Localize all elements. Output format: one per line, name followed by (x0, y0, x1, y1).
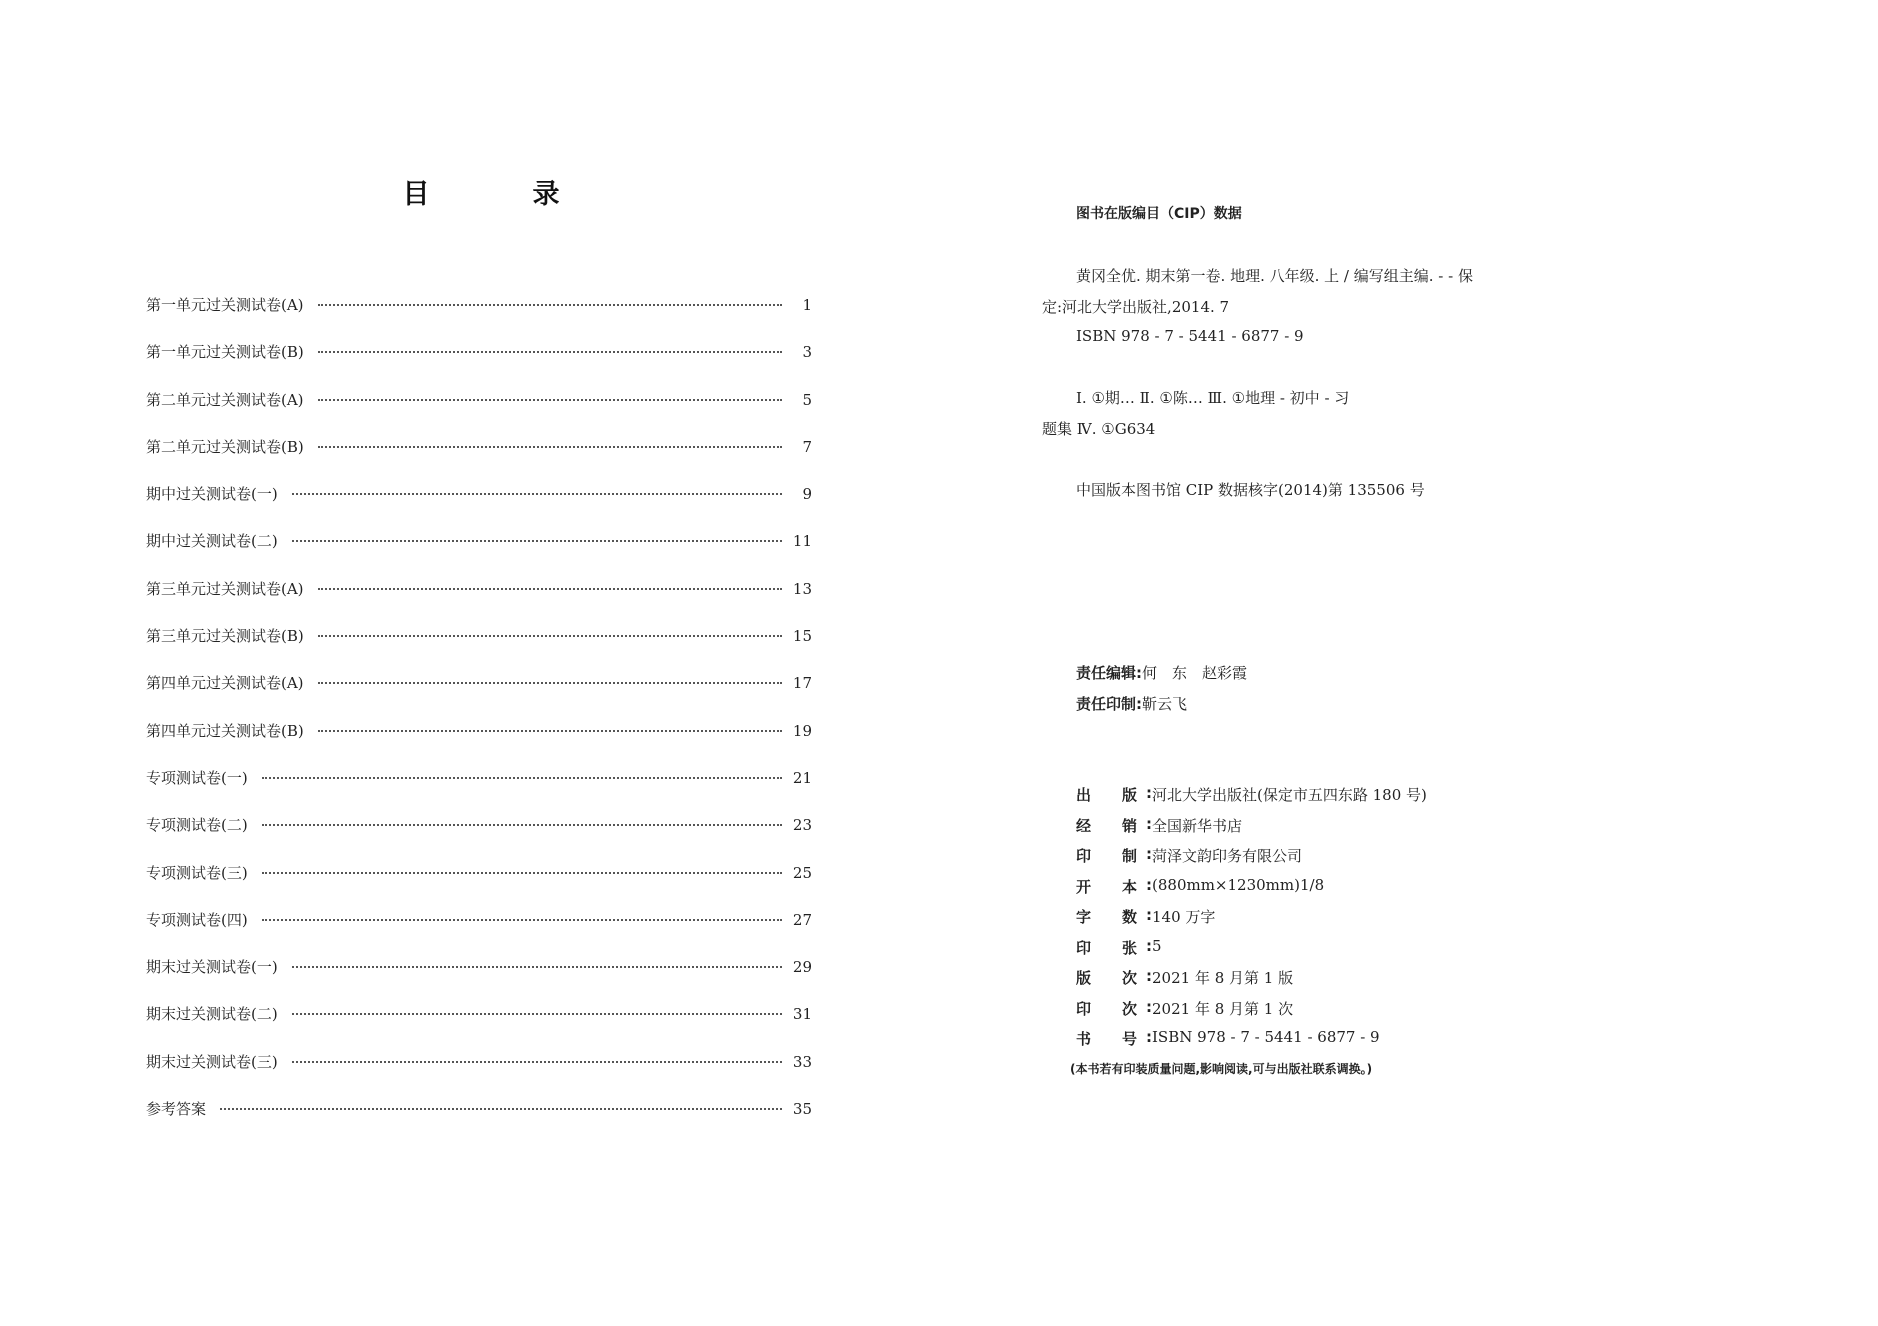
toc-entry-label: 第二单元过关测试卷(B) (146, 437, 304, 456)
toc-entry-page: 11 (792, 532, 812, 551)
pub-value: 全国新华书店 (1152, 817, 1243, 835)
toc-entry[interactable] (146, 767, 812, 814)
toc-leader-dots (292, 492, 782, 495)
quality-notice: (本书若有印装质量问题,影响阅读,可与出版社联系调换。) (1070, 1062, 1373, 1076)
responsible-editor-value: 何 东 赵彩霞 (1142, 664, 1248, 682)
toc-leader-dots (292, 539, 782, 542)
pub-key-char: 字 (1076, 908, 1092, 926)
toc-entry-page: 19 (792, 721, 812, 740)
pub-separator: : (1146, 937, 1152, 955)
responsible-printing (1076, 693, 1187, 714)
toc-entry[interactable] (146, 1098, 812, 1145)
toc-entry[interactable] (146, 909, 812, 956)
pub-row-isbn (1076, 1028, 1380, 1046)
toc-entry-page: 15 (792, 627, 812, 646)
toc-entry[interactable] (146, 1003, 812, 1050)
toc-leader-dots (262, 918, 782, 921)
toc-entry-page: 21 (792, 768, 812, 787)
toc-entry-label: 第三单元过关测试卷(B) (146, 627, 304, 646)
cip-isbn: ISBN 978 - 7 - 5441 - 6877 - 9 (1076, 327, 1304, 345)
pub-separator: : (1146, 876, 1152, 894)
toc-entry[interactable] (146, 294, 812, 341)
pub-key-char: 印 (1076, 939, 1092, 957)
pub-row-printing (1076, 998, 1293, 1019)
pub-value: 河北大学出版社(保定市五四东路 180 号) (1152, 786, 1427, 804)
toc-entry-page: 25 (792, 863, 812, 882)
responsible-editor (1076, 662, 1247, 683)
pub-value: 5 (1152, 937, 1162, 955)
pub-row-edition (1076, 967, 1293, 988)
toc-list (146, 294, 812, 1145)
toc-entry-page: 9 (802, 485, 812, 504)
toc-entry[interactable] (146, 814, 812, 861)
toc-entry-label: 期中过关测试卷(一) (146, 485, 278, 504)
toc-entry[interactable] (146, 436, 812, 483)
toc-entry-label: 专项测试卷(三) (146, 863, 248, 882)
toc-entry-label: 第一单元过关测试卷(B) (146, 343, 304, 362)
toc-leader-dots (318, 445, 782, 448)
pub-key-char: 制 (1122, 847, 1138, 865)
cip-classification-line1: Ⅰ. ①期… Ⅱ. ①陈… Ⅲ. ①地理 - 初中 - 习 (1076, 389, 1350, 407)
toc-leader-dots (318, 350, 782, 353)
toc-leader-dots (262, 871, 782, 874)
toc-entry-page: 5 (802, 390, 812, 409)
pub-separator: : (1146, 906, 1152, 924)
toc-leader-dots (318, 587, 782, 590)
toc-leader-dots (318, 681, 782, 684)
pub-row-word-count (1076, 906, 1215, 927)
toc-leader-dots (292, 965, 782, 968)
pub-separator: : (1146, 845, 1152, 863)
toc-entry[interactable] (146, 1051, 812, 1098)
pub-separator: : (1146, 784, 1152, 802)
toc-entry-label: 专项测试卷(四) (146, 910, 248, 929)
pub-key-char: 本 (1122, 878, 1138, 896)
toc-entry[interactable] (146, 530, 812, 577)
toc-entry-page: 13 (792, 579, 812, 598)
toc-title: 目 录 (402, 179, 598, 210)
responsible-printing-label: 责任印制: (1076, 695, 1142, 713)
toc-entry-label: 专项测试卷(二) (146, 816, 248, 835)
pub-key-char: 书 (1076, 1030, 1092, 1048)
toc-entry[interactable] (146, 389, 812, 436)
toc-entry[interactable] (146, 625, 812, 672)
pub-key-char: 印 (1076, 1000, 1092, 1018)
toc-entry-page: 17 (792, 674, 812, 693)
toc-entry[interactable] (146, 672, 812, 719)
toc-entry-page: 33 (792, 1052, 812, 1071)
pub-key-char: 销 (1122, 817, 1138, 835)
toc-entry[interactable] (146, 720, 812, 767)
pub-key-char: 数 (1122, 908, 1138, 926)
pub-value: (880mm×1230mm)1/8 (1152, 876, 1325, 894)
toc-entry-page: 27 (792, 910, 812, 929)
cip-catalog-number: 中国版本图书馆 CIP 数据核字(2014)第 135506 号 (1076, 481, 1425, 499)
pub-value: 2021 年 8 月第 1 次 (1152, 1000, 1294, 1018)
cip-title: 图书在版编目（CIP）数据 (1076, 206, 1242, 222)
pub-key-char: 次 (1122, 1000, 1138, 1018)
pub-key-char: 张 (1122, 939, 1138, 957)
toc-entry-label: 第四单元过关测试卷(A) (146, 674, 304, 693)
toc-entry-label: 期中过关测试卷(二) (146, 532, 278, 551)
toc-leader-dots (318, 398, 782, 401)
toc-leader-dots (318, 729, 782, 732)
toc-entry[interactable] (146, 483, 812, 530)
toc-entry[interactable] (146, 578, 812, 625)
pub-value: 2021 年 8 月第 1 版 (1152, 969, 1294, 987)
pub-separator: : (1146, 815, 1152, 833)
toc-entry-page: 31 (792, 1005, 812, 1024)
toc-entry-page: 23 (792, 816, 812, 835)
toc-leader-dots (262, 776, 782, 779)
cip-record-line2: 定:河北大学出版社,2014. 7 (1042, 298, 1230, 316)
responsible-printing-value: 靳云飞 (1142, 695, 1188, 713)
toc-leader-dots (292, 1060, 782, 1063)
pub-separator: : (1146, 998, 1152, 1016)
pub-key-char: 版 (1122, 786, 1138, 804)
pub-key-char: 次 (1122, 969, 1138, 987)
pub-row-distribution (1076, 815, 1242, 836)
cip-record-line1: 黄冈全优. 期末第一卷. 地理. 八年级. 上 / 编写组主编. - - 保 (1076, 267, 1473, 285)
right-page (939, 0, 1878, 1326)
toc-entry[interactable] (146, 862, 812, 909)
toc-entry-page: 29 (792, 958, 812, 977)
pub-row-format (1076, 876, 1324, 894)
responsible-editor-label: 责任编辑: (1076, 664, 1142, 682)
pub-value: 140 万字 (1152, 908, 1216, 926)
pub-row-printer (1076, 845, 1302, 866)
pub-key-char: 开 (1076, 878, 1092, 896)
cip-classification-line2: 题集 Ⅳ. ①G634 (1042, 420, 1156, 438)
toc-entry-label: 第三单元过关测试卷(A) (146, 579, 304, 598)
toc-entry-page: 1 (802, 296, 812, 314)
toc-entry-label: 第二单元过关测试卷(A) (146, 390, 304, 409)
toc-leader-dots (220, 1107, 782, 1110)
toc-entry-label: 第一单元过关测试卷(A) (146, 296, 304, 314)
toc-entry-label: 专项测试卷(一) (146, 768, 248, 787)
toc-entry-label: 期末过关测试卷(三) (146, 1052, 278, 1071)
toc-entry-page: 7 (802, 437, 812, 456)
toc-entry[interactable] (146, 956, 812, 1003)
pub-row-publisher (1076, 784, 1427, 805)
pub-key-char: 号 (1122, 1030, 1138, 1048)
pub-key-char: 版 (1076, 969, 1092, 987)
pub-separator: : (1146, 1028, 1152, 1046)
pub-value: 菏泽文韵印务有限公司 (1152, 847, 1303, 865)
pub-separator: : (1146, 967, 1152, 985)
toc-entry-page: 35 (792, 1100, 812, 1119)
toc-leader-dots (318, 634, 782, 637)
toc-entry-label: 参考答案 (146, 1100, 207, 1119)
toc-entry-page: 3 (802, 343, 812, 362)
pub-value: ISBN 978 - 7 - 5441 - 6877 - 9 (1152, 1028, 1380, 1046)
pub-key-char: 印 (1076, 847, 1092, 865)
toc-leader-dots (262, 823, 782, 826)
toc-entry[interactable] (146, 341, 812, 388)
pub-row-sheets (1076, 937, 1162, 955)
pub-key-char: 经 (1076, 817, 1092, 835)
toc-entry-label: 期末过关测试卷(二) (146, 1005, 278, 1024)
toc-leader-dots (318, 303, 782, 306)
toc-entry-label: 期末过关测试卷(一) (146, 958, 278, 977)
toc-entry-label: 第四单元过关测试卷(B) (146, 721, 304, 740)
pub-key-char: 出 (1076, 786, 1092, 804)
toc-leader-dots (292, 1012, 782, 1015)
